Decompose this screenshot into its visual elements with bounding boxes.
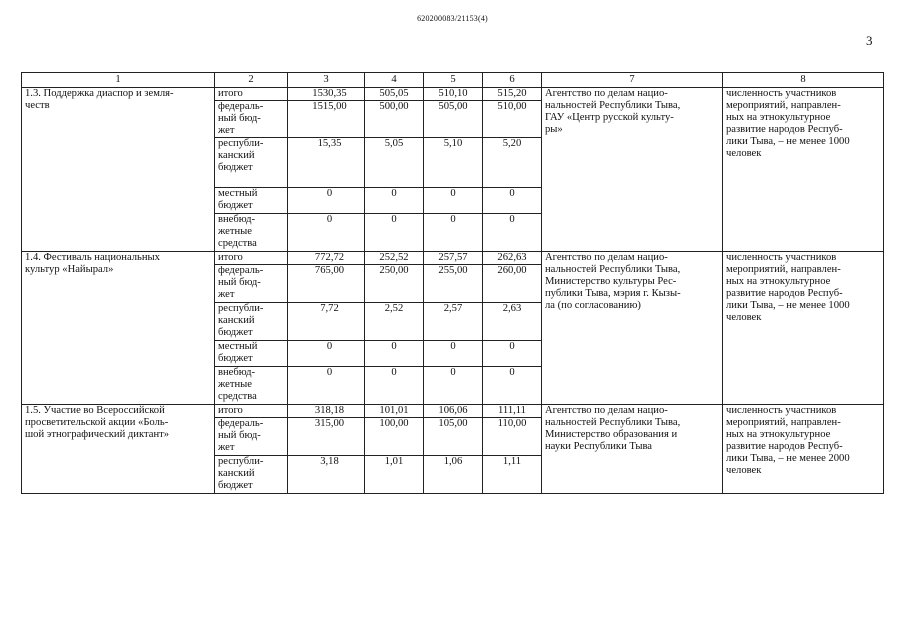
funding-source: внебюд- жетные средства	[215, 214, 288, 252]
header-row	[22, 73, 884, 88]
amount-cell: 3,18	[288, 456, 365, 494]
amount-cell: 315,00	[288, 418, 365, 456]
responsible-agency: Агентство по делам нацио- нальностей Республики Тыва, Министерство культуры Рес- публики Тыва, мэрия г. Кызы- ла (по согласованию)	[542, 252, 723, 405]
amount-cell: 0	[365, 341, 424, 367]
amount-cell: 505,05	[365, 88, 424, 101]
funding-source: федераль- ный бюд- жет	[215, 101, 288, 138]
amount-cell: 0	[424, 214, 483, 252]
amount-cell: 510,10	[424, 88, 483, 101]
amount-cell: 0	[424, 367, 483, 405]
amount-cell: 0	[288, 188, 365, 214]
amount-cell: 7,72	[288, 303, 365, 341]
funding-source: итого	[215, 405, 288, 418]
column-header-3: 3	[288, 73, 365, 88]
column-header-4: 4	[365, 73, 424, 88]
measure-name: 1.5. Участие во Всероссийской просветительской акции «Боль- шой этнографический диктант»	[22, 405, 215, 494]
amount-cell: 100,00	[365, 418, 424, 456]
funding-source: федераль- ный бюд- жет	[215, 418, 288, 456]
responsible-agency: Агентство по делам нацио- нальностей Республики Тыва, ГАУ «Центр русской культу- ры»	[542, 88, 723, 252]
amount-cell: 262,63	[483, 252, 542, 265]
program-table	[21, 72, 884, 494]
amount-cell: 110,00	[483, 418, 542, 456]
funding-source: итого	[215, 252, 288, 265]
amount-cell: 0	[483, 188, 542, 214]
table-row	[22, 405, 884, 418]
column-header-1: 1	[22, 73, 215, 88]
amount-cell: 1,11	[483, 456, 542, 494]
amount-cell: 318,18	[288, 405, 365, 418]
amount-cell: 2,63	[483, 303, 542, 341]
funding-source: итого	[215, 88, 288, 101]
amount-cell: 2,52	[365, 303, 424, 341]
document-code: 620200083/21153(4)	[417, 14, 488, 23]
table-row	[22, 88, 884, 101]
funding-source: местный бюджет	[215, 341, 288, 367]
amount-cell: 257,57	[424, 252, 483, 265]
page-number: 3	[866, 33, 873, 48]
amount-cell: 5,05	[365, 138, 424, 188]
funding-source: республи- канский бюджет	[215, 456, 288, 494]
expected-result: численность участников мероприятий, направлен- ных на этнокультурное развитие народов Респуб- лики Тыва, – не менее 1000 человек	[723, 252, 884, 405]
amount-cell: 106,06	[424, 405, 483, 418]
responsible-agency: Агентство по делам нацио- нальностей Республики Тыва, Министерство образования и науки Республики Тыва	[542, 405, 723, 494]
funding-source: республи- канский бюджет	[215, 303, 288, 341]
amount-cell: 0	[288, 367, 365, 405]
amount-cell: 101,01	[365, 405, 424, 418]
table-row	[22, 252, 884, 265]
amount-cell: 15,35	[288, 138, 365, 188]
column-header-2: 2	[215, 73, 288, 88]
funding-source: местный бюджет	[215, 188, 288, 214]
amount-cell: 765,00	[288, 265, 365, 303]
expected-result: численность участников мероприятий, направлен- ных на этнокультурное развитие народов Респуб- лики Тыва, – не менее 1000 человек	[723, 88, 884, 252]
column-header-6: 6	[483, 73, 542, 88]
amount-cell: 0	[483, 341, 542, 367]
amount-cell: 105,00	[424, 418, 483, 456]
amount-cell: 0	[365, 367, 424, 405]
amount-cell: 0	[424, 341, 483, 367]
amount-cell: 111,11	[483, 405, 542, 418]
column-header-5: 5	[424, 73, 483, 88]
amount-cell: 772,72	[288, 252, 365, 265]
funding-source: республи- канский бюджет	[215, 138, 288, 188]
amount-cell: 0	[424, 188, 483, 214]
amount-cell: 5,20	[483, 138, 542, 188]
amount-cell: 500,00	[365, 101, 424, 138]
column-header-8: 8	[723, 73, 884, 88]
amount-cell: 260,00	[483, 265, 542, 303]
amount-cell: 510,00	[483, 101, 542, 138]
column-header-7: 7	[542, 73, 723, 88]
amount-cell: 1515,00	[288, 101, 365, 138]
funding-source: федераль- ный бюд- жет	[215, 265, 288, 303]
amount-cell: 515,20	[483, 88, 542, 101]
amount-cell: 0	[288, 341, 365, 367]
amount-cell: 0	[365, 188, 424, 214]
expected-result: численность участников мероприятий, направлен- ных на этнокультурное развитие народов Респуб- лики Тыва, – не менее 2000 человек	[723, 405, 884, 494]
funding-source: внебюд- жетные средства	[215, 367, 288, 405]
amount-cell: 0	[288, 214, 365, 252]
measure-name: 1.3. Поддержка диаспор и земля- честв	[22, 88, 215, 252]
amount-cell: 255,00	[424, 265, 483, 303]
amount-cell: 1,06	[424, 456, 483, 494]
amount-cell: 0	[483, 214, 542, 252]
amount-cell: 1530,35	[288, 88, 365, 101]
amount-cell: 2,57	[424, 303, 483, 341]
amount-cell: 250,00	[365, 265, 424, 303]
amount-cell: 252,52	[365, 252, 424, 265]
amount-cell: 0	[365, 214, 424, 252]
amount-cell: 505,00	[424, 101, 483, 138]
amount-cell: 1,01	[365, 456, 424, 494]
amount-cell: 5,10	[424, 138, 483, 188]
amount-cell: 0	[483, 367, 542, 405]
measure-name: 1.4. Фестиваль национальных культур «Найырал»	[22, 252, 215, 405]
